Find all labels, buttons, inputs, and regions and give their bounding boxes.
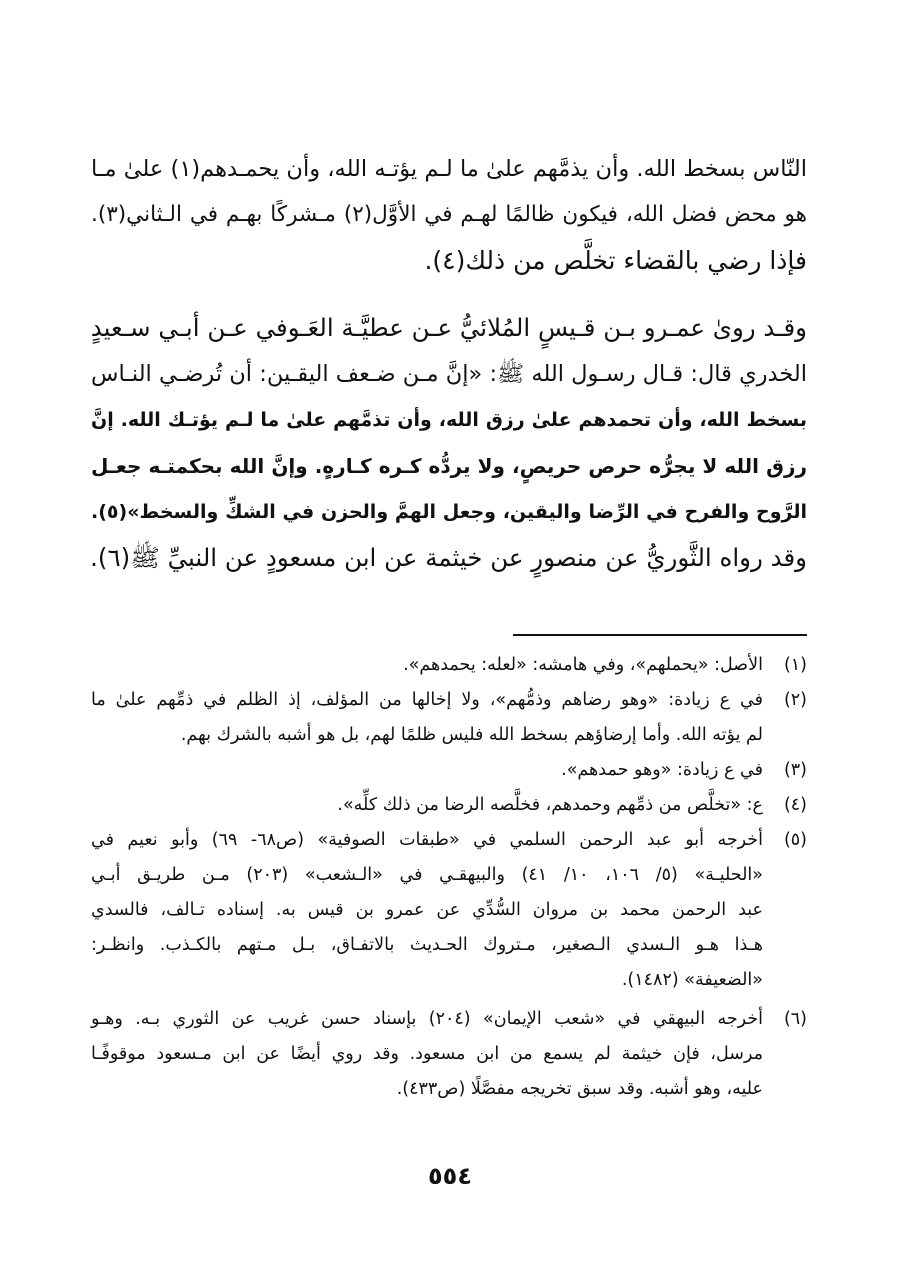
page-number: ٥٥٤ <box>428 1162 472 1190</box>
footnote-line: لم يؤته الله. وأما إرضاؤهم بسخط الله فليس ظلمًا لهم، بل هو أشبه بالشرك بهم. <box>180 725 763 745</box>
text-line: الرَّوح والفرح في الرِّضا واليقين، وجعل الهمَّ والحزن في الشكِّ والسخط»(٥). <box>91 501 807 523</box>
footnote-line: مرسل، فإن خيثمة لم يسمع من ابن مسعود. وقد روي أيضًا عن ابن مـسعود موقوفًـا <box>91 1044 763 1064</box>
footnote-line: عليه، وهو أشبه. وقد سبق تخريجه مفصَّلًا (ص٤٣٣). <box>396 1079 763 1099</box>
footnote-5 <box>91 823 807 998</box>
footnote-number: (١) <box>783 655 807 675</box>
text-line: بسخط الله، وأن تحمدهم علىٰ رزق الله، وأن تذمَّهم علىٰ ما لـم يؤتـك الله. إنَّ <box>91 409 807 431</box>
footnote-number: (٢) <box>783 690 807 710</box>
footnotes <box>91 648 807 1107</box>
footnote-line: ع: «تخلَّص من ذمِّهم وحمدهم، فخلَّصه الرضا من ذلك كلِّه». <box>337 795 763 815</box>
text-line: فإذا رضي بالقضاء تخلَّص من ذلك(٤). <box>424 246 807 275</box>
paragraph-1 <box>91 146 807 284</box>
footnote-6 <box>91 1002 807 1107</box>
footnote-line: «الضعيفة» (١٤٨٢). <box>621 970 763 990</box>
footnote-number: (٦) <box>783 1009 807 1029</box>
text-line: هو محض فضل الله، فيكون ظالمًا لهـم في الأوَّل(٢) مـشركًا بهـم في الـثاني(٣). <box>91 202 807 227</box>
footnote-3 <box>91 753 807 788</box>
footnote-number: (٥) <box>783 830 807 850</box>
footnote-number: (٤) <box>783 795 807 815</box>
text-line: وقد رواه الثَّوريُّ عن منصورٍ عن خيثمة عن ابن مسعودٍ عن النبيِّ ﷺ(٦). <box>90 543 807 572</box>
footnote-line: أخرجه البيهقي في «شعب الإيمان» (٢٠٤) بإسناد حسن غريب عن الثوري بـه. وهـو <box>91 1009 763 1029</box>
footnote-line: هـذا هـو الـسدي الـصغير، مـتروك الحـديث بالاتفـاق، بـل مـتهم بالكـذب. وانظـر: <box>91 935 763 955</box>
footnote-number: (٣) <box>783 760 807 780</box>
footnote-line: في ع زيادة: «وهو حمدهم». <box>561 760 763 780</box>
footnote-line: عبد الرحمن محمد بن مروان السُّدِّي عن عمرو بن قيس به. إسناده تـالف، فالسدي <box>91 900 763 920</box>
text-line: وقـد روىٰ عمـرو بـن قـيسٍ المُلائيُّ عـن عطيَّـة العَـوفي عـن أبـي سـعيدٍ <box>90 313 807 342</box>
footnote-line: «الحليـة» (٥/ ١٠٦، ١٠/ ٤١) والبيهقـي في «الـشعب» (٢٠٣) مـن طريـق أبـي <box>91 865 763 885</box>
footnote-2 <box>91 683 807 753</box>
footnote-line: أخرجه أبو عبد الرحمن السلمي في «طبقات الصوفية» (ص٦٨- ٦٩) وأبو نعيم في <box>91 830 763 850</box>
text-line: رزق الله لا يجرُّه حرص حريصٍ، ولا يردُّه كـره كـارهٍ. وإنَّ الله بحكمتـه جعـل <box>91 454 807 478</box>
footnote-1 <box>91 648 807 683</box>
paragraph-2 <box>91 305 807 581</box>
footnote-4 <box>91 788 807 823</box>
footnote-line: في ع زيادة: «وهو رضاهم وذمُّهم»، ولا إخالها من المؤلف، إذ الظلم في ذمِّهم علىٰ ما <box>91 690 763 710</box>
footnote-separator <box>513 634 807 636</box>
text-line: النّاس بسخط الله. وأن يذمَّهم علىٰ ما لـم يؤتـه الله، وأن يحمـدهم(١) علىٰ مـا <box>91 156 807 182</box>
footnote-line: الأصل: «يحملهم»، وفي هامشه: «لعله: يحمدهم». <box>403 655 763 675</box>
text-line: الخدري قال: قـال رسـول الله ﷺ: «إنَّ مـن ضـعف اليقـين: أن تُرضـي النـاس <box>91 361 807 387</box>
